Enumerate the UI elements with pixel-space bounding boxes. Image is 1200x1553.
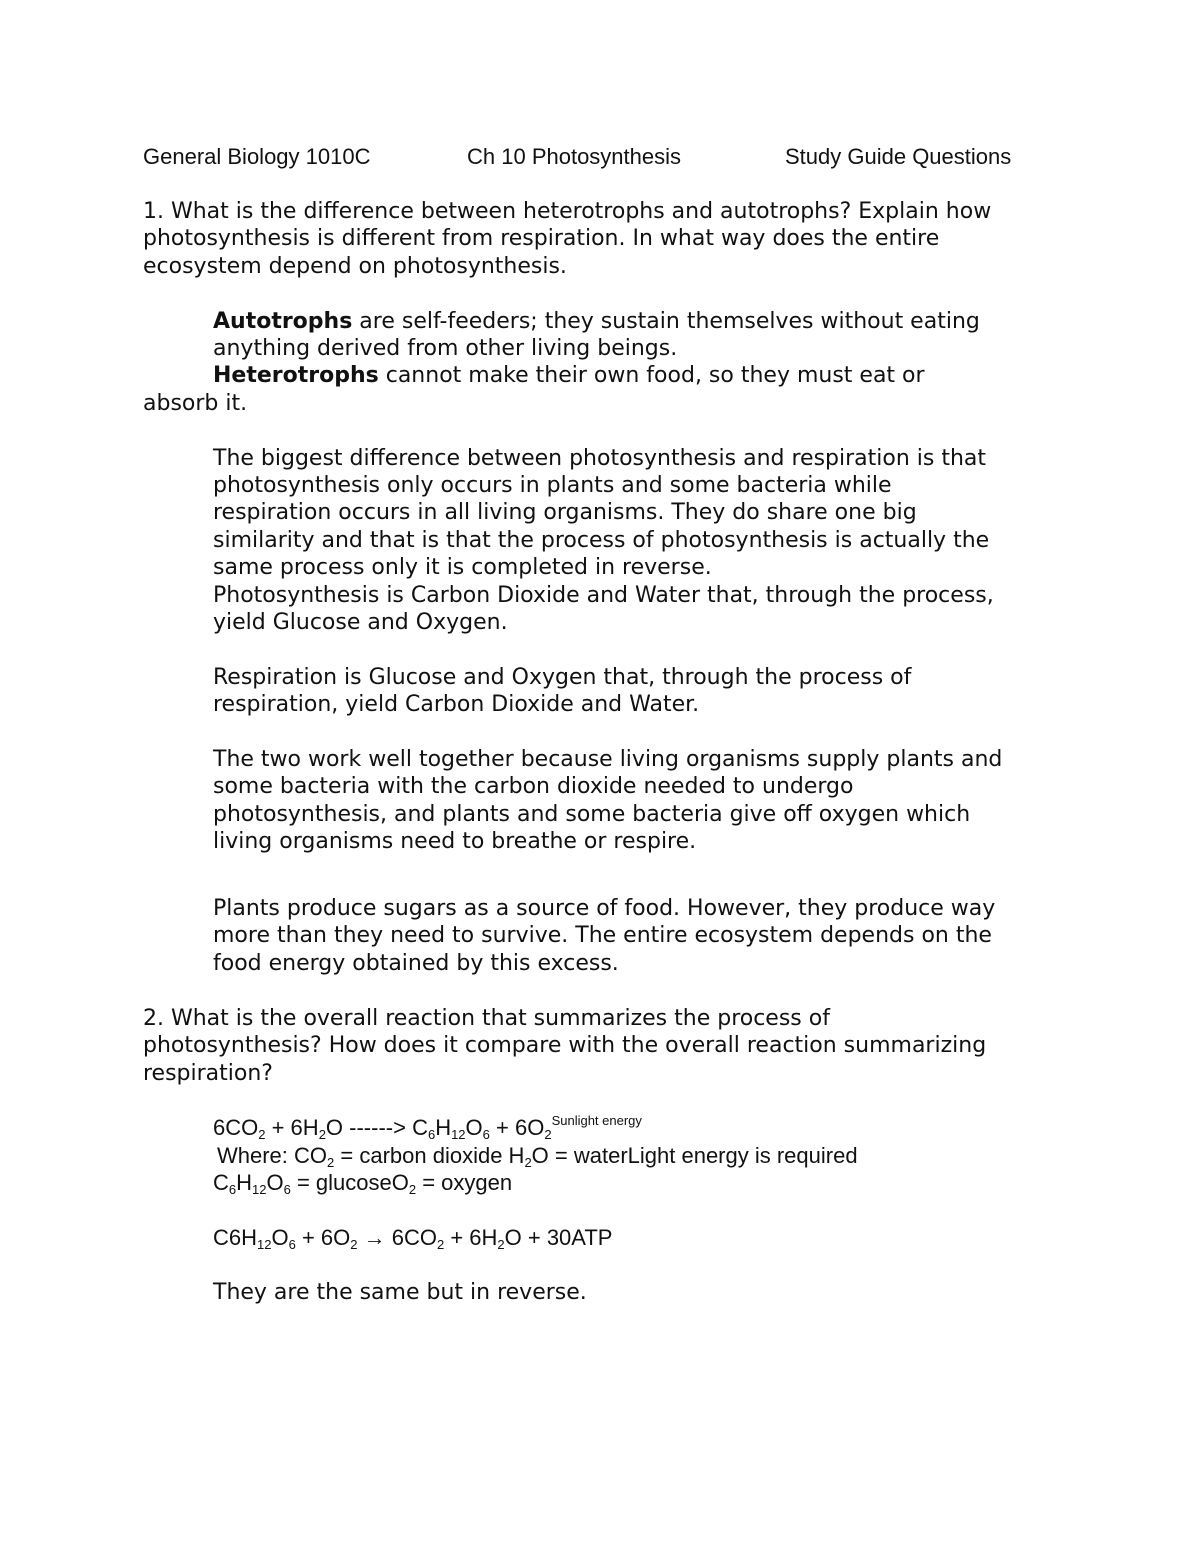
plants-line: food energy obtained by this excess. [213,950,619,976]
difference-line: similarity and that is that the process of photosynthesis is actually the [213,527,990,553]
together-line: living organisms need to breathe or respire. [213,829,697,855]
together-line: some bacteria with the carbon dioxide needed to undergo [213,774,854,800]
plants-line: more than they need to survive. The entire ecosystem depends on the [213,923,992,949]
together-line: The two work well together because living organisms supply plants and [213,747,1003,773]
question-2-line: respiration? [143,1060,273,1086]
difference-line: yield Glucose and Oxygen. [213,610,508,636]
respiration-line: Respiration is Glucose and Oxygen that, through the process of [213,664,912,690]
heterotrophs-definition [143,362,1073,389]
autotrophs-definition [143,308,1073,335]
photosynthesis-equation: $6CO_2 + 6H_2O$ ------> $C_6H_{12}O_6 + 6O_2^{Sunlight energy}$ [213,1113,642,1143]
where-definitions: Where: $CO_2$ = carbon dioxide $H_2O$ = waterLight energy is required [217,1142,858,1170]
respiration-equation: $C6H_{12}O_6 + 6O_2 \to 6CO_2 + 6H_2O + 30ATP$ [213,1224,613,1252]
together-line: photosynthesis, and plants and some bacteria give off oxygen which [213,801,971,827]
question-1-line: ecosystem depend on photosynthesis. [143,253,567,279]
guide-title: Study Guide Questions [785,144,1012,169]
autotrophs-text: are self-feeders; they sustain themselves without eating [352,308,980,334]
heterotrophs-definition-cont: absorb it. [143,390,248,416]
conclusion-line: They are the same but in reverse. [213,1279,587,1305]
difference-line: same process only it is completed in reverse. [213,555,712,581]
autotrophs-definition-cont: anything derived from other living beings. [213,336,678,362]
course-title: General Biology 1010C [143,144,371,169]
heterotrophs-text: cannot make their own food, so they must eat or [378,363,925,389]
plants-line: Plants produce sugars as a source of food. However, they produce way [213,896,996,922]
document-body [143,198,1073,1306]
chapter-title: Ch 10 Photosynthesis [467,144,682,169]
question-2-line: photosynthesis? How does it compare with the overall reaction summarizing [143,1033,987,1059]
difference-line: respiration occurs in all living organisms. They do share one big [213,500,917,526]
heterotrophs-term: Heterotrophs [213,363,379,389]
question-1-line: 1. What is the difference between heterotrophs and autotrophs? Explain how [143,199,992,224]
question-1-line: photosynthesis is different from respiration. In what way does the entire [143,226,940,252]
glucose-definition: $C_6H_{12}O_6$ = glucoseO$_2$ = oxygen [213,1170,513,1198]
autotrophs-term: Autotrophs [213,308,353,334]
difference-line: Photosynthesis is Carbon Dioxide and Water that, through the process, [213,582,994,608]
difference-line: The biggest difference between photosynthesis and respiration is that [213,445,987,471]
difference-line: photosynthesis only occurs in plants and some bacteria while [213,473,892,499]
respiration-line: respiration, yield Carbon Dioxide and Water. [213,692,700,718]
question-2-line: 2. What is the overall reaction that summarizes the process of [143,1005,830,1031]
sunlight-energy-label: Sunlight energy [551,1113,642,1129]
page-header [143,144,1063,176]
